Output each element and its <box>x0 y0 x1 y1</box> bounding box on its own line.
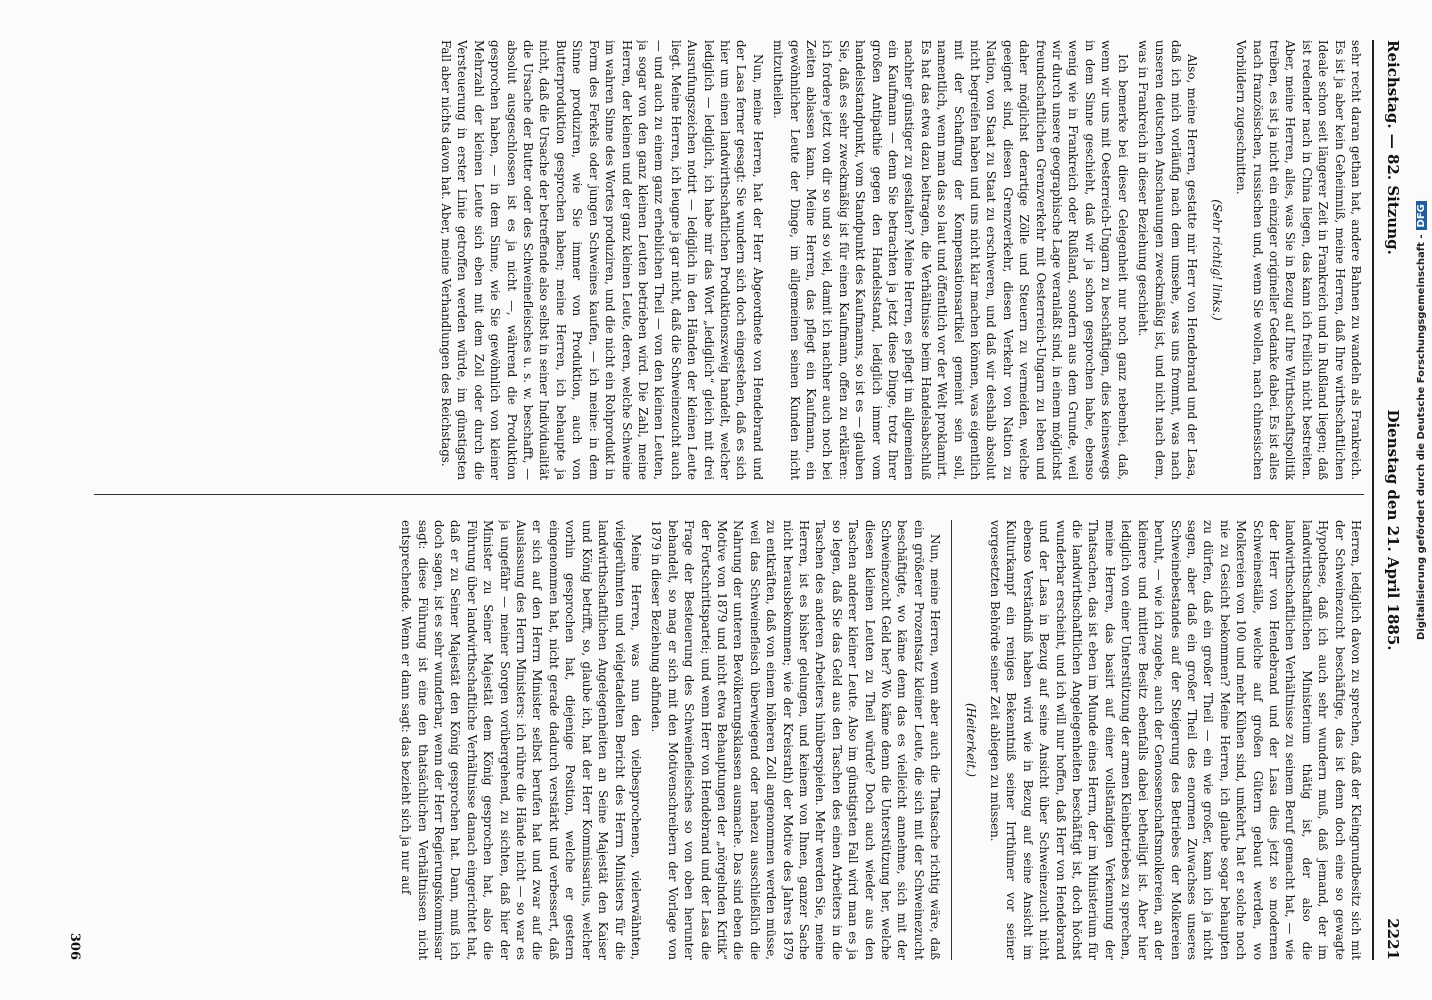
right-column <box>94 520 1364 960</box>
paragraph: Nun, meine Herren, wenn aber auch die Thatsache richtig wäre, daß ein größerer Prozentsatz kleiner Leute, die sich mit der Schweinezucht beschäftigte, wo käme denn das es vielleicht annehme, sich mit der Schweinezucht Geld her? Wo käme denn die Unterstützung her, welche diesen kleinen Leuten zu Theil würde? Doch auch wieder aus den Taschen anderer kleiner Leute. Also im günstigsten Fall wird man es ja so legen, daß Sie das Geld aus den Taschen des einen Arbeiters in die Taschen des anderen Arbeiters hinüberspielen. Mehr werden Sie, meine Herren, ist es bisher gelungen, und keinem von Ihnen, ganzer Sache nicht herausbekommen; wie der Kreisrath) der Motive des Jahres 1879 zu entkräften, daß von einem höheren Zoll angenommen werden müsse, weil das Schweinefleisch überwiegend oder nahezu ausschließlich die Nahrung der unteren Bevölkerungsklassen ausmache. Das sind eben die Motive von 1879 und nicht etwa Behauptungen der „nörgelnden Kritik“ der Fortschrittspartei; und wenn Herr von Hendebrand und der Lasa die Frage der Besteuerung des Schweinefleisches so von oben herunter behandelt, so mag er sich mit den Motivenschreibern der Vorlage von 1879 in dieser Beziehung abfinden. <box>649 520 943 960</box>
paragraph: Nun, meine Herren, hat der Herr Abgeordnete von Hendebrand und der Lasa ferner gesagt: Sie wundern sich doch eingestehen, daß es sich hier um einen landwirthschaftlichen Produktionszweig handelt, welcher lediglich — lediglich, ich habe mir das Wort „lediglich“ gleich mit drei Ausrufungszeichen notirt — lediglich in den Händen der kleinen Leute liegt. Meine Herren, ich leugne ja gar nicht, daß die Schweinezucht auch — und auch zu einem ganz erheblichen Theil — von den kleinen Leuten, ja sogar von den ganz kleinen Leuten betrieben wird. Die Zahl, meine Herren, der kleinen und der ganz kleinen Leute, deren, welche Schweine im wahren Sinne des Wortes produziren, und die nicht ein Rohprodukt in Form des Ferkels oder jungen Schweines kaufen, — ich meine: in dem Sinne produziren, wie Sie immer von Produktion, auch von Butterproduktion gesprochen haben; meine Herren, ich behaupte ja nicht, daß die Ursache der betreffende also selbst in seiner Individualität die Ursache der Butter oder des Schweinefleisches u. s. w. beschafft, — absolut ausgeschlossen ist es ja nicht —, während die Produktion gesprochen haben, — in dem Sinne, wie Sie gewöhnlich von kleiner Mehrzahl der kleinen Leute sich eben mit dem Zoll oder durch die Versteuerung in erster Linie getroffen werden würde, im günstigsten Fall aber nichts davon hat. Aber, meine Verhandlungen des Reichstags. <box>439 40 765 480</box>
page-header <box>1376 40 1402 960</box>
interjection: (Sehr richtig! links.) <box>1209 199 1224 321</box>
dfg-credit <box>1416 204 1430 640</box>
dfg-logo-icon: DFG <box>1416 201 1427 230</box>
paragraph: sehr recht daran gethan hat, andere Bahnen zu wandeln als Frankreich. Es ist ja aber kein Geheimniß, meine Herren, daß Ihre wirthschaftlichen Ideale schon seit längerer Zeit in Frankreich und in Rußland liegen; daß ist redender nach in China liegen, das kann ich freilich nicht bestreiten. Aber, meine Herren, alles, was Sie in Bezug auf Ihre Wirthschaftspolitik treiben, es ist ja nicht ein einziger origineller Gedanke dabei. Es ist alles nach französischen, russischen und, wenn Sie wollen, nach chinesischen Vorbildern zugeschnitten. <box>1234 40 1363 480</box>
paragraph: Herren, lediglich davon zu sprechen, daß der Kleingrundbesitz sich mit der Schweinezucht beschäftige, das ist denn doch eine so gewagte Hypothese, daß ich auch sehr wundern muß, daß jemand, der im landwirthschaftlichen Ministerium thätig ist, der also die landwirthschaftlichen Verhältnisse zu seinem Beruf gemacht hat, — wie der Herr von Hendebrand und der Lasa dies jetzt so modernen Schweineställe, welche auf großen Gütern gebaut werden, wo Molkereien von 100 und mehr Kühen sind, umkehrt, hat er solche noch nie zu Gesicht bekommen? Meine Herren, ich glaube sogar behaupten zu dürfen, daß ein großer Theil — ein wie großer, kann ich ja nicht sagen, aber daß ein großer Theil des enormen Zuwachses unseres Schweinebestandes auf der Steigerung des Betriebes der Molkereien beruht, — wie ich zugebe, auch der Genossenschaftsmolkereien, an der kleinere und mittlere Besitz ebenfalls dabei betheiligt ist. Aber hier lediglich von einer Unterstützung der armen Kleinbetriebes zu sprechen, meine Herren, das basirt auf einer vollständigen Verkennung der Thatsachen, das ist eben im Munde eines Herrn, der im Ministerium für die landwirthschaftlichen Angelegenheiten beschäftigt ist, doch höchst wunderbar erscheint, und ich will nur hoffen, daß Herr von Hendebrand und der Lasa in Bezug auf seine Ansicht über Schweinezucht nicht ebenso Verständniß haben wird wie in Bezug auf seine Ansicht im Kulturkampf ein reniges Bekenntniß seiner Irrthümer vor seiner vorgesetzten Behörde seiner Zeit ablegen zu müssen. <box>988 520 1363 960</box>
header-rule <box>1372 40 1374 960</box>
header-date: Dienstag den 21. April 1885. <box>1384 409 1402 651</box>
column-divider <box>94 494 1364 495</box>
section-rule <box>951 520 952 960</box>
paragraph: Ich bemerke bei dieser Gelegenheit nur noch ganz nebenbei, daß, wenn wir uns mit Oesterreich-Ungarn zu beschäftigen, dies keineswegs in dem Sinne geschieht, daß wir ja schon gesprochen habe, ebenso wenig wie in Frankreich oder Rußland, sondern aus dem Grunde, weil wir durch unsere geographische Lage veranlaßt sind, in einem möglichst freundschaftlichen Grenzverkehr mit Oesterreich-Ungarn zu leben und daher möglichst derartige Zölle und Steuern zu vermeiden, welche geeignet sind, diesen Grenzverkehr, diesen Verkehr von Nation zu Nation, von Staat zu Staat zu erschweren, und daß wir deshalb absolut nicht begreifen haben und uns nicht klar machen können, was eigentlich mit der Schaffung der Kompensationsartikel gemeint sein soll, namentlich, wenn man das so laut und öffentlich vor der Welt proklamirt. Es hat das etwa dazu beitragen, die Verhältnisse beim Handelsabschluß nachher günstiger zu gestalten? Meine Herren, es pflegt im allgemeinen ein Kaufmann — denn Sie betrachten ja jetzt diese Dinge, trotz Ihrer großen Antipathie gegen den Handelsstand, lediglich immer vom handelsstandpunkt, vom Standpunkt des Kaufmanns, so ist es — glauben Sie, daß es sehr zweckmäßig ist für einen Kaufmann, offen zu erklären: ich fordere jetzt von dir so und so viel, damit ich nachher auch noch bei Zeiten ablassen kann. Meine Herren, das pflegt ein Kaufmann, ein gewöhnlicher Leute der Dinge, im allgemeinen seinen Kunden nicht mitzutheilen. <box>771 40 1130 480</box>
header-page-number: 2221 <box>1384 918 1402 960</box>
interjection: (Heiterkeit.) <box>963 702 978 777</box>
dfg-credit-text: Digitalisierung gefördert durch die Deutsche Forschungsgemeinschaft - <box>1416 234 1427 640</box>
left-column <box>94 40 1364 480</box>
paragraph: Meine Herren, was nun den vielbesprochenen, vielerwähnten, vielgerühmten und vielgetadelten Bericht des Herrn Ministers für die landwirthschaftlichen Angelegenheiten an Seine Majestät den Kaiser und König betrifft, so, glaube ich, hat der Herr Kommissarius, welcher vorhin gesprochen hat, diejenige Position, welche er gestern eingenommen hat, nicht gerade dadurch verstärkt und verbessert, daß er sich auf den Herrn Minister selbst berufen hat und zwar auf die Auslassung des Herrn Ministers: ich rühre die Hände nicht — so war es ja ungefähr — meiner Sorgen vorübergehend, zu sichten, daß hier der Minister zu Seiner Majestät dem König gesprochen hat, also die Führung über landwirthschaftliche Verhältnisse danach eingerichtet hat, daß er zu Seiner Majestät den König gesprochen hat. Dann, muß ich doch sagen, ist es sehr wunderbar, wenn der Herr Regierungskommissar sagt: diese Führung ist eine den thatsächlichen Verhältnissen nicht entsprechende. Wenn er dann sagt: das bezieht sich ja nur auf <box>399 520 643 960</box>
footer-signature-number: 306 <box>67 932 82 960</box>
header-session: Reichstag. — 82. Sitzung. <box>1384 40 1402 255</box>
paragraph: Also, meine Herren, gestatte mir Herr von Hendebrand und der Lasa, daß ich mich vorläufig nach dem umsehe, was uns frommt, was nach unseren deutschen Anschauungen zweckmäßig ist, und nicht nach dem, was in Frankreich in dieser Beziehung geschieht. <box>1136 40 1200 480</box>
